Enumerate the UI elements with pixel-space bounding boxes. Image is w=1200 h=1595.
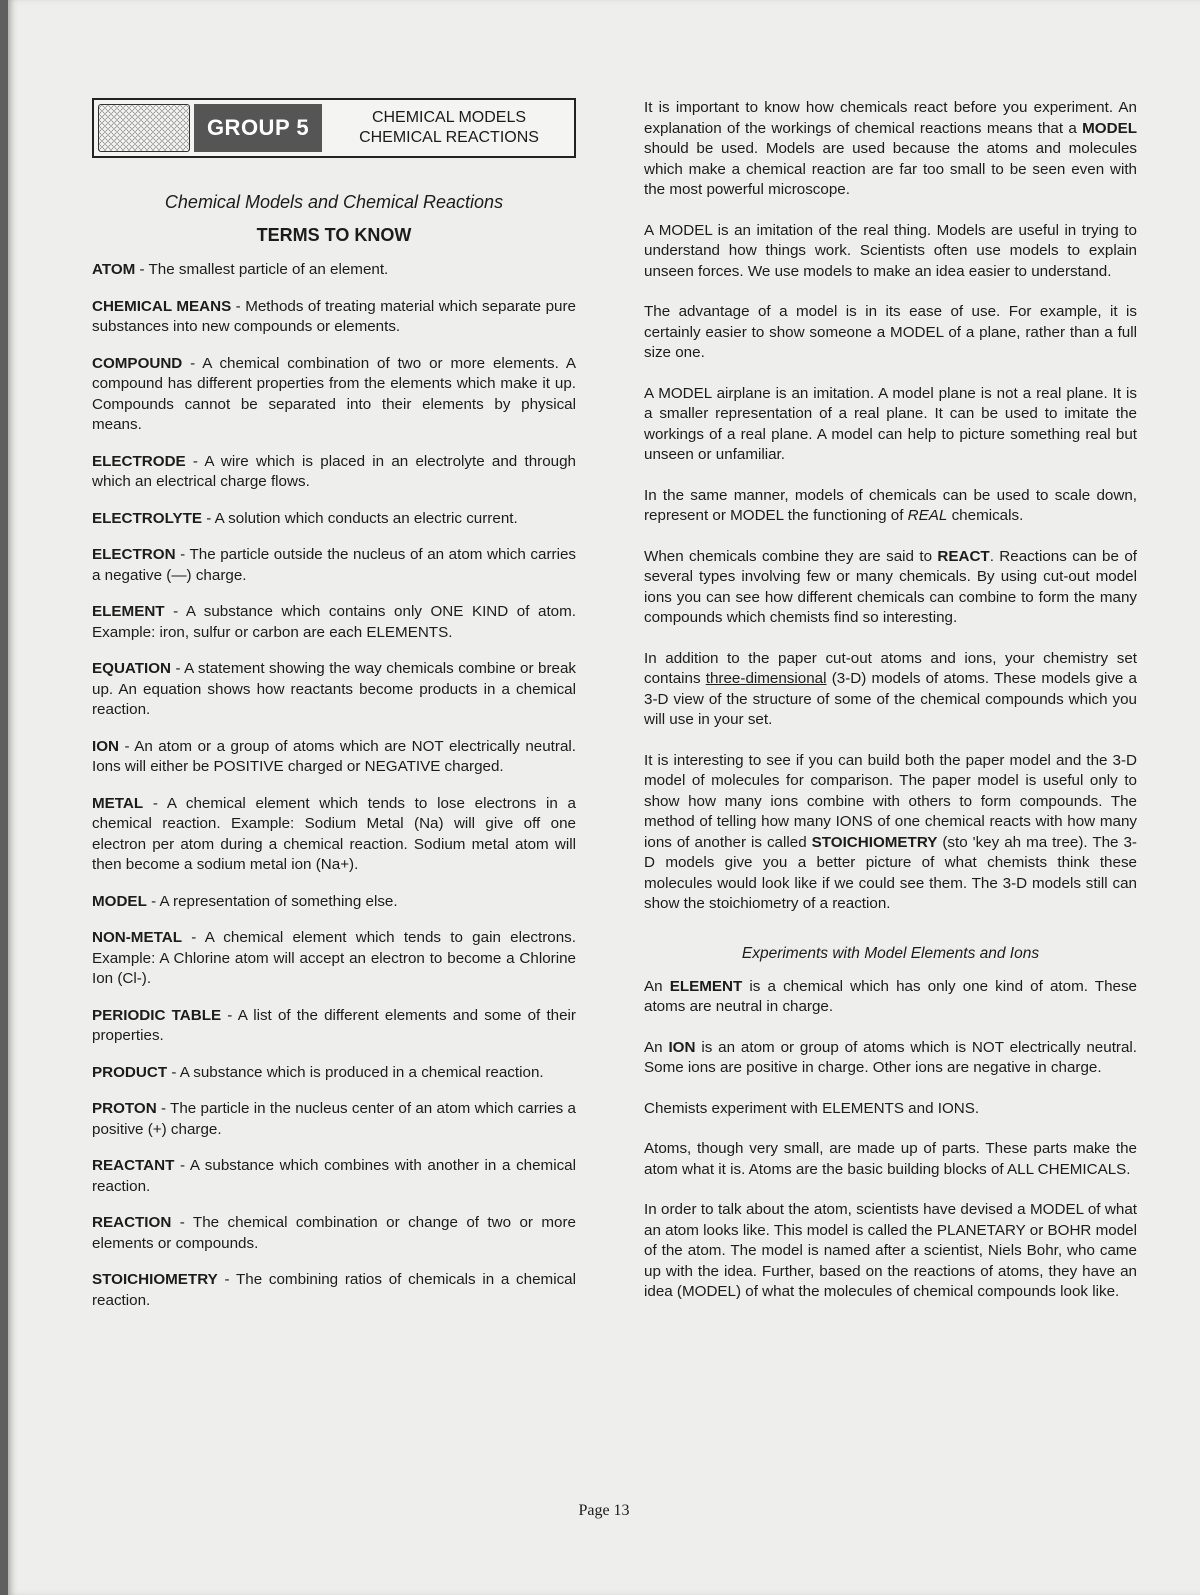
term-equation: EQUATION - A statement showing the way chemicals combine or break up. An equation shows how reactants become products in a chemical reaction. [92, 660, 576, 718]
left-column [92, 98, 576, 1327]
paragraph-react: When chemicals combine they are said to REACT. Reactions can be of several types involving few or many chemicals. By using cut-out model ions you can see how different chemicals can combine to form the many compounds which chemists find so interesting. [644, 547, 1137, 626]
header-titles [330, 104, 568, 152]
term-proton: PROTON - The particle in the nucleus center of an atom which carries a positive (+) charge. [92, 1100, 576, 1138]
term-electrolyte: ELECTROLYTE - A solution which conducts an electric current. [92, 509, 518, 527]
term-electrode: ELECTRODE - A wire which is placed in an electrolyte and through which an electrical charge flows. [92, 452, 576, 490]
paragraph-model-definition: A MODEL is an imitation of the real thing. Models are useful in trying to understand how things work. Scientists often use models to explain unseen forces. We use models to make an idea easier to understand. [644, 221, 1137, 280]
terms-heading: TERMS TO KNOW [256, 225, 412, 245]
paragraph-ion: An ION is an atom or group of atoms which is NOT electrically neutral. Some ions are positive in charge. Other ions are negative in charge. [644, 1038, 1138, 1076]
term-reaction: REACTION - The chemical combination or change of two or more elements or compounds. [92, 1214, 576, 1252]
term-atom: ATOM - The smallest particle of an element. [92, 261, 389, 278]
term-non-metal: NON-METAL - A chemical element which tends to gain electrons. Example: A Chlorine atom will accept an electron to become a Chlorine Ion (Cl-). [92, 929, 576, 987]
test-tube-rack-icon [98, 104, 190, 152]
paragraph-bohr-model: In order to talk about the atom, scientists have devised a MODEL of what an atom looks like. This model is called the PLANETARY or BOHR model of the atom. The model is named after a scientist, Niels Bohr, who came up with the idea. Further, based on the reactions of atoms, they have an idea (MODEL) of what the molecules of chemical compounds look like. [644, 1201, 1137, 1300]
term-element: ELEMENT - A substance which contains only ONE KIND of atom. Example: iron, sulfur or carbon are each ELEMENTS. [92, 603, 576, 641]
term-product: PRODUCT - A substance which is produced in a chemical reaction. [92, 1063, 544, 1081]
header-title-line1: CHEMICAL MODELS [371, 109, 527, 126]
term-ion: ION - An atom or a group of atoms which are NOT electrically neutral. Ions will either be POSITIVE charged or NEGATIVE charged. [92, 737, 576, 775]
term-reactant: REACTANT - A substance which combines with another in a chemical reaction. [92, 1157, 576, 1195]
term-stoichiometry: STOICHIOMETRY - The combining ratios of chemicals in a chemical reaction. [92, 1271, 576, 1309]
paragraph-element: An ELEMENT is a chemical which has only one kind of atom. These atoms are neutral in charge. [644, 977, 1137, 1015]
paragraph-chemists: Chemists experiment with ELEMENTS and IONS. [644, 1099, 980, 1117]
paragraph-scale-down: In the same manner, models of chemicals can be used to scale down, represent or MODEL the functioning of REAL chemicals. [644, 486, 1137, 524]
paragraph-atoms-parts: Atoms, though very small, are made up of parts. These parts make the atom what it is. Atoms are the basic building blocks of ALL CHEMICALS. [644, 1140, 1137, 1178]
term-model: MODEL - A representation of something else. [92, 892, 398, 910]
paragraph-advantage: The advantage of a model is in its ease of use. For example, it is certainly easier to show someone a MODEL of a plane, rather than a full size one. [644, 303, 1137, 361]
term-electron: ELECTRON - The particle outside the nucleus of an atom which carries a negative (—) charge. [92, 546, 576, 584]
group-header [92, 98, 576, 158]
document-page [8, 0, 1200, 1595]
page-number: Page 13 [578, 1502, 630, 1519]
header-title-line2: CHEMICAL REACTIONS [359, 129, 539, 146]
paragraph-stoichiometry: It is interesting to see if you can build both the paper model and the 3-D model of molecules for comparison. The paper model is useful only to show how many ions combine with others to form compounds. The method of telling how many IONS of one chemical reacts with how many ions of another is called STOICHIOMETRY (sto 'key ah ma tree). The 3-D models give you a better picture of what chemists think these molecules would look like if we could see them. The 3-D models still can show the stoichiometry of a reaction. [644, 751, 1137, 912]
paragraph-intro: It is important to know how chemicals react before you experiment. An explanation of the workings of chemical reactions means that a MODEL should be used. Models are used because the atoms and molecules which make a chemical reaction are far too small to be seen even with the most powerful microscope. [644, 99, 1137, 198]
group-badge: GROUP 5 [194, 104, 322, 152]
term-compound: COMPOUND - A chemical combination of two or more elements. A compound has different properties from the elements which make it up. Compounds cannot be separated into their elements by physical means. [92, 354, 576, 433]
term-periodic-table: PERIODIC TABLE - A list of the different elements and some of their properties. [92, 1006, 576, 1044]
term-metal: METAL - A chemical element which tends to lose electrons in a chemical reaction. Example: Sodium Metal (Na) will give off one electron per atom during a chemical reaction. Sodium metal atom will then become a sodium metal ion (Na+). [92, 794, 576, 873]
paragraph-3d-models: In addition to the paper cut-out atoms and ions, your chemistry set contains three-dimensional (3-D) models of atoms. These models give a 3-D view of the structure of some of the chemical compounds which you will use in your set. [644, 649, 1137, 728]
section-title: Chemical Models and Chemical Reactions [164, 192, 504, 212]
paragraph-airplane: A MODEL airplane is an imitation. A model plane is not a real plane. It is a smaller representation of a real plane. It can be used to imitate the workings of a real plane. A model can help to picture something real but unseen or unfamiliar. [644, 384, 1137, 463]
right-column [644, 98, 1137, 1323]
term-chemical-means: CHEMICAL MEANS - Methods of treating material which separate pure substances into new compounds or elements. [92, 297, 576, 335]
experiments-subheading: Experiments with Model Elements and Ions [741, 944, 1040, 962]
